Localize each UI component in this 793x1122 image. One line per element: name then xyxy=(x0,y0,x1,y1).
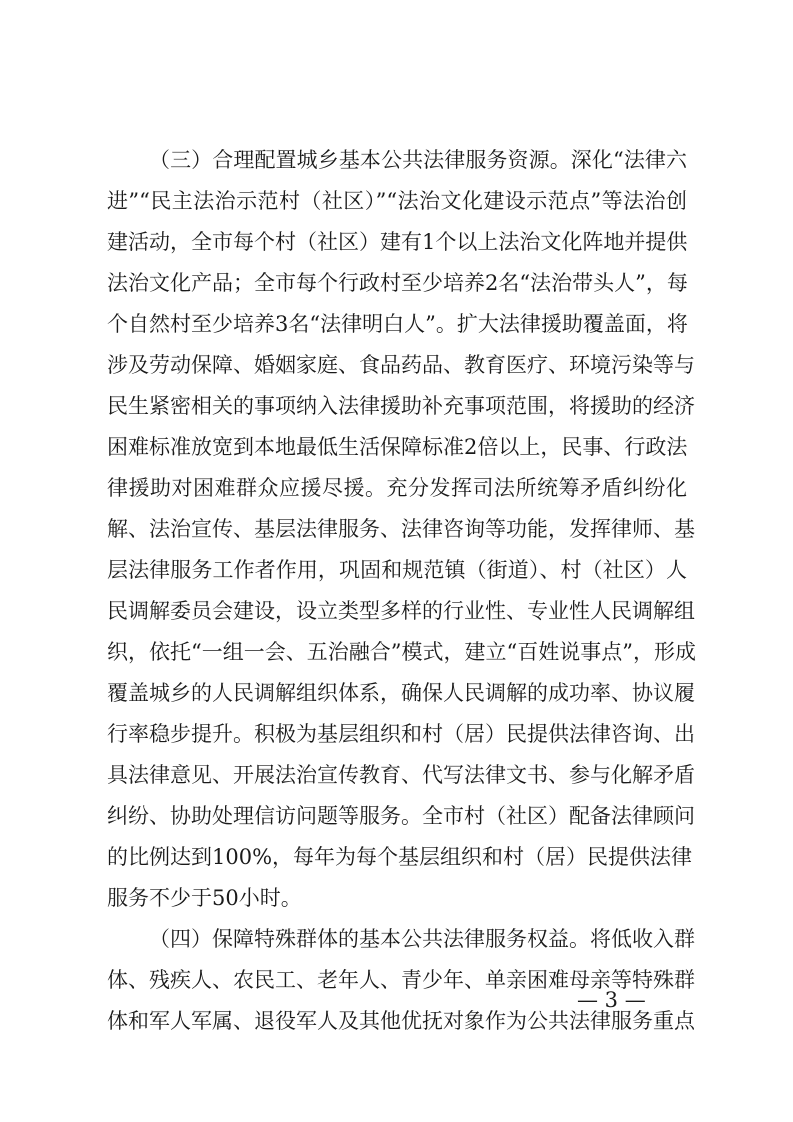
text-line: （四）保障特殊群体的基本公共法律服务权益。将低收入群 xyxy=(149,927,695,951)
text-line: 律援助对困难群众应援尽援。充分发挥司法所统筹矛盾纠纷化 xyxy=(107,476,687,500)
text-line: 织，依托“一组一会、五治融合”模式，建立“百姓说事点”，形成 xyxy=(107,640,696,664)
text-line: 的比例达到100%，每年为每个基层组织和村（居）民提供法律 xyxy=(107,845,693,869)
paragraph-section-3 xyxy=(107,140,696,919)
text-line: 涉及劳动保障、婚姻家庭、食品药品、教育医疗、环境污染等与 xyxy=(107,353,695,377)
text-line: 进”“民主法治示范村（社区）”“法治文化建设示范点”等法治创 xyxy=(107,189,687,213)
text-line: 覆盖城乡的人民调解组织体系，确保人民调解的成功率、协议履 xyxy=(107,681,695,705)
text-line: 民调解委员会建设，设立类型多样的行业性、专业性人民调解组 xyxy=(107,599,695,623)
text-line: 行率稳步提升。积极为基层组织和村（居）民提供法律咨询、出 xyxy=(107,722,695,746)
text-line: 层法律服务工作者作用，巩固和规范镇（街道）、村（社区）人 xyxy=(107,558,687,582)
text-line: 体和军人军属、退役军人及其他优抚对象作为公共法律服务重点 xyxy=(107,1009,695,1033)
text-line: 个自然村至少培养3名“法律明白人”。扩大法律援助覆盖面，将 xyxy=(107,312,688,336)
text-line: 服务不少于50小时。 xyxy=(107,886,302,910)
paragraph-section-4 xyxy=(107,919,695,1042)
text-line: （三）合理配置城乡基本公共法律服务资源。深化“法律六 xyxy=(149,148,687,172)
text-line: 民生紧密相关的事项纳入法律援助补充事项范围，将援助的经济 xyxy=(107,394,695,418)
text-line: 困难标准放宽到本地最低生活保障标准2倍以上，民事、行政法 xyxy=(107,435,688,459)
text-line: 体、残疾人、农民工、老年人、青少年、单亲困难母亲等特殊群 xyxy=(107,968,695,992)
text-line: 法治文化产品；全市每个行政村至少培养2名“法治带头人”，每 xyxy=(107,271,688,295)
text-line: 纠纷、协助处理信访问题等服务。全市村（社区）配备法律顾问 xyxy=(107,804,695,828)
text-line: 解、法治宣传、基层法律服务、法律咨询等功能，发挥律师、基 xyxy=(107,517,695,541)
document-body xyxy=(107,140,696,1042)
text-line: 建活动，全市每个村（社区）建有1个以上法治文化阵地并提供 xyxy=(107,230,688,254)
text-line: 具法律意见、开展法治宣传教育、代写法律文书、参与化解矛盾 xyxy=(107,763,695,787)
page-number: — 3 — xyxy=(577,988,646,1012)
